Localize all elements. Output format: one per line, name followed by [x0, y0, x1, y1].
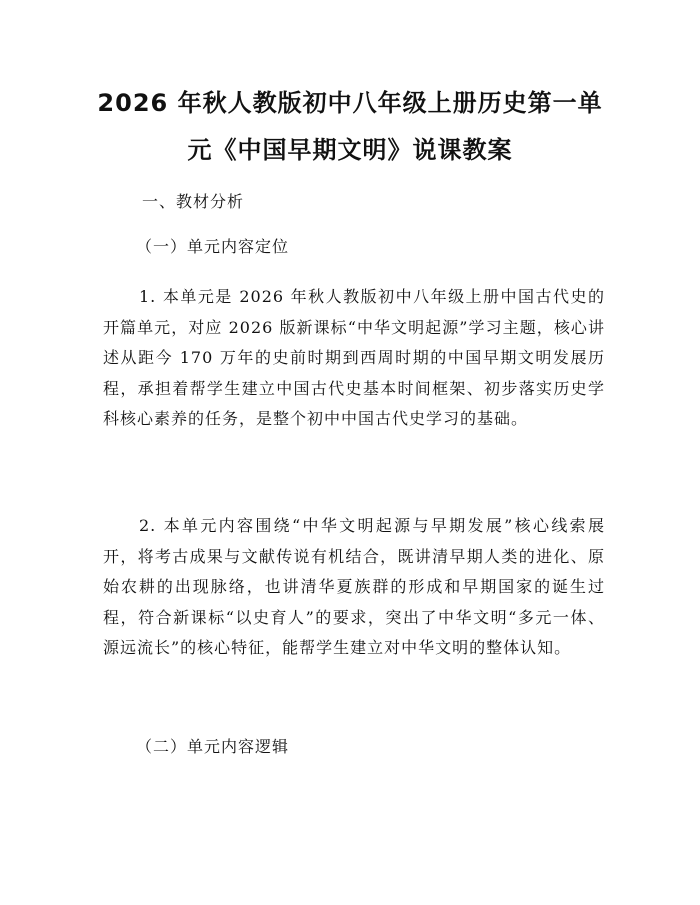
- document-title-line-1: 2026 年秋人教版初中八年级上册历史第一单: [97, 89, 603, 117]
- subsection-heading-unit-positioning: （一）单元内容定位: [136, 237, 290, 256]
- section-heading-textbook-analysis: 一、教材分析: [142, 192, 245, 211]
- paragraph-unit-positioning-2: 2. 本单元内容围绕“中华文明起源与早期发展”核心线索展开，将考古成果与文献传说有机结合，既讲清早期人类的进化、原始农耕的出现脉络，也讲清华夏族群的形成和早期国家的诞生过程，符合新课标“以史育人”的要求，突出了中华文明“多元一体、源远流长”的核心特征，能帮学生建立对中华文明的整体认知。: [103, 516, 605, 657]
- document-title-line-2: 元《中国早期文明》说课教案: [187, 136, 513, 164]
- paragraph-unit-positioning-1: 1. 本单元是 2026 年秋人教版初中八年级上册中国古代史的开篇单元，对应 2026 版新课标“中华文明起源”学习主题，核心讲述从距今 170 万年的史前时期到西周时期的中国早期文明发展历程，承担着帮学生建立中国古代史基本时间框架、初步落实历史学科核心素养的任务，是整个初中中国古代史学习的基础。: [103, 287, 605, 428]
- subsection-heading-unit-logic: （二）单元内容逻辑: [136, 737, 290, 756]
